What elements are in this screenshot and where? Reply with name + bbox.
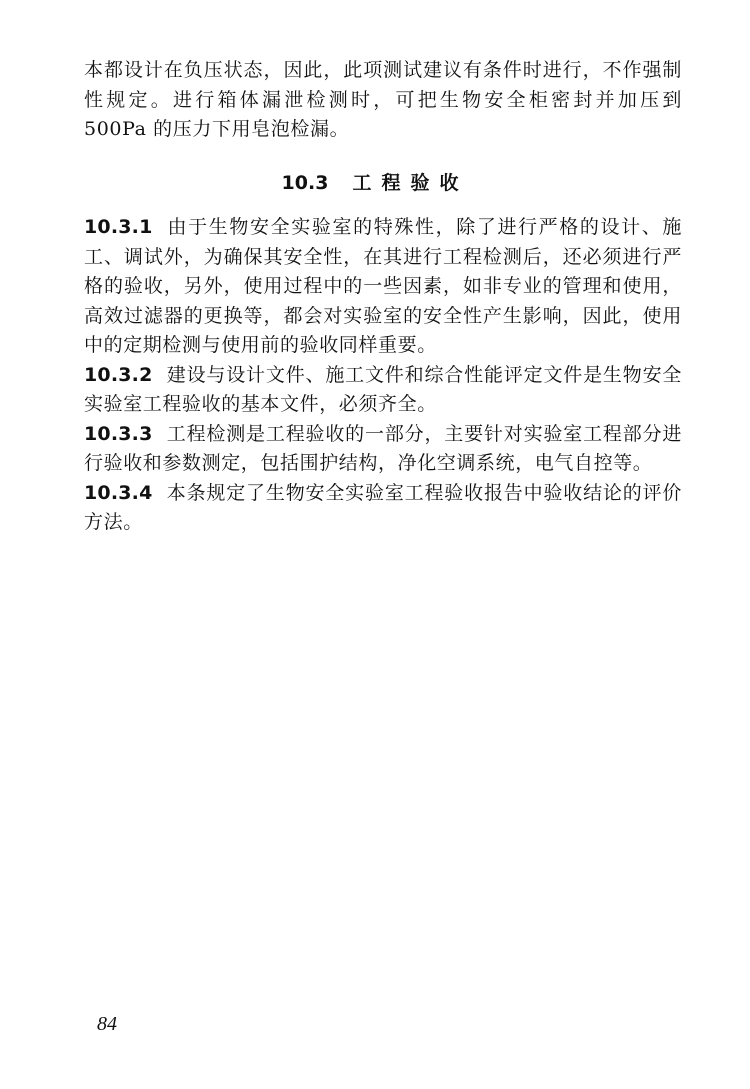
- clause-10-3-1: [84, 213, 682, 361]
- intro-paragraph: 本都设计在负压状态，因此，此项测试建议有条件时进行，不作强制性规定。进行箱体漏泄检测时，可把生物安全柜密封并加压到 500Pa 的压力下用皂泡检漏。: [84, 59, 682, 140]
- clause-number: 10.3.3: [84, 422, 153, 445]
- clause-text: 工程检测是工程验收的一部分，主要针对实验室工程部分进行验收和参数测定，包括围护结构，净化空调系统，电气自控等。: [84, 422, 682, 474]
- clause-10-3-2: [84, 361, 682, 420]
- clause-list: [84, 213, 682, 538]
- clause-10-3-4: [84, 479, 682, 538]
- clause-text: 由于生物安全实验室的特殊性，除了进行严格的设计、施工、调试外，为确保其安全性，在其进行工程检测后，还必须进行严格的验收，另外，使用过程中的一些因素，如非专业的管理和使用，高效过滤器的更换等，都会对实验室的安全性产生影响，因此，使用中的定期检测与使用前的验收同样重要。: [84, 216, 682, 356]
- clause-text: 本条规定了生物安全实验室工程验收报告中验收结论的评价方法。: [84, 481, 682, 533]
- section-number: 10.3: [281, 172, 329, 194]
- clause-number: 10.3.2: [84, 363, 153, 386]
- clause-number: 10.3.1: [84, 216, 153, 238]
- section-heading: [0, 168, 750, 198]
- clause-10-3-3: [84, 420, 682, 479]
- page-number: 84: [97, 1013, 117, 1035]
- clause-text: 建设与设计文件、施工文件和综合性能评定文件是生物安全实验室工程验收的基本文件，必须齐全。: [84, 363, 682, 415]
- clause-number: 10.3.4: [84, 481, 153, 504]
- section-title: 工程验收: [352, 172, 469, 194]
